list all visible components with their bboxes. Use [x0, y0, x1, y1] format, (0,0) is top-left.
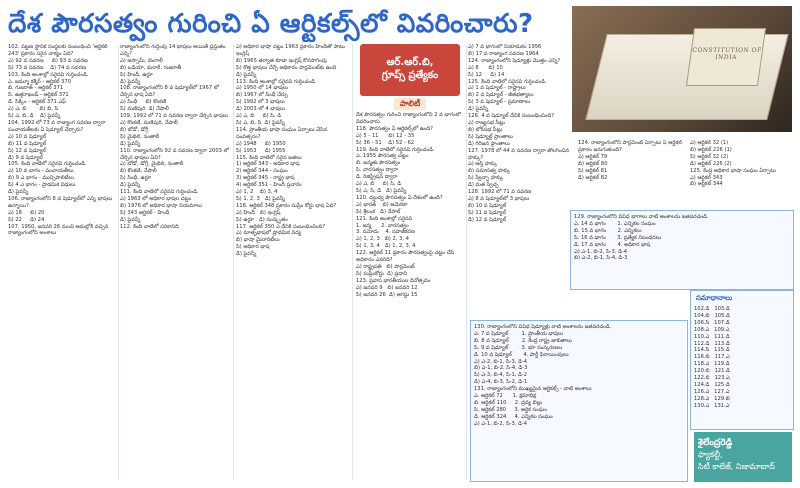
answers-list: 102.డి 103.డి 104.బి 105.డి 106.సి 107.డి 108.ఎ 109.ఎ 110.ఎ 111.డి 112.డి 113.డి 114.సి 115.డి 116.బి 117.ఎ 118.ఎ 119.డి 120.బి 121.డి 122.బి 123.ఎ 124.డి 125.డి 126.ఎ 127.ఎ 128.ఎ 129.బి 130.ఎ 131.ఎ: [694, 306, 730, 409]
questions-column-2: రాజ్యాంగంలోని గుర్తింపు 14 భాషలు అయితే ప్రస్తుతం ఎన్ని? ఎ) అస్సామీ, బెంగాలీ బి) ఒడియా, మరాఠీ, గుజరాతీ సి) హిందీ, ఉర్దూ డి) పైవన్నీ 108. రాజ్యాంగంలోని 8 వ షెడ్యూల్‌లో 1967 లో చేర్చిన భాష ఏది? ఎ) సింధీ బి) కొంకణి సి) మణిపురి డి) నేపాలీ 109. 1992 లో 71 వ సవరణ ద్వారా చేర్చిన భాషలు ఎ) కొంకణి, మణిపురి, నేపాలీ బి) బోడో, డోగ్రీ సి) మైథిలి, సంతాలీ డి) పైవన్నీ 110. రాజ్యాంగంలోని 92 వ సవరణ ద్వారా 2003 లో చేర్చిన భాషలు ఏవి? ఎ) బోడో, డోగ్రీ, మైథిలి, సంతాలీ బి) కొంకణి, నేపాలీ సి) సింధీ, ఉర్దూ డి) పైవన్నీ 111. కింది వాటిలో సరైనవి గుర్తించండి. ఎ) 1963 లో అధికార భాషల చట్టం బి) 1976 లో అధికార భాషా నియమాలు సి) 343 ఆర్టికల్ - హిందీ డి) పైవన్నీ 112. కింది వాటిలో సరికానిది: [120, 44, 229, 230]
answers-title: సమాధానాలు: [696, 294, 733, 302]
questions-column-6: 124. రాజ్యాంగంలోని పార్లమెంట్ ఏర్పాటు ఏ ఆర్టికల్ ప్రకారం జరుగుతుంది? ఎ) ఆర్టికల్ 79 బి) ఆర్టికల్ 80 సి) ఆర్టికల్ 81 డి) ఆర్టికల్ 82: [578, 140, 682, 181]
match-box-1-text: 129. రాజ్యాంగంలోని వివిధ భాగాలు వాటి అంశాలను జతపరచండి. ఎ. 14 వ భాగం 1. ఎన్నికల సంఘం బి. 15 వ భాగం 2. ఎన్నికలు సి. 16 వ భాగం 3. ప్రత్యేక నిబంధనలు డి. 17 వ భాగం 4. అధికార భాష ఎ) ఎ-1, బి-2, సి-3, డి-4 బి) ఎ-2, బి-1, సి-4, డి-3: [574, 214, 709, 262]
author-box: [694, 432, 792, 482]
author-org: సిటీ కాలేజ్, నిజామాబాద్: [698, 462, 775, 471]
questions-column-4: దేశ పౌరసత్వం గురించి రాజ్యాంగంలోని 2 వ భాగంలో వివరించారు. 118. పౌరసత్వం ఏ ఆర్టికల్స్‌లో ఉంది? ఎ) 5 - 11 బి) 12 - 35 సి) 36 - 51 డి) 52 - 62 119. కింది వాటిలో సరైనవి గుర్తించండి. ఎ. 1955 పౌరసత్వ చట్టం బి. జన్మతః పౌరసత్వం సి. వారసత్వం ద్వారా డి. రిజిస్ట్రేషన్ ద్వారా ఎ) ఎ, బి బి) సి, డి సి) ఎ, సి, డి డి) పైవన్నీ 120. ద్వంద్వ పౌరసత్వం ఏ దేశంలో ఉంది? ఎ) భారత్ బి) అమెరికా సి) శ్రీలంక డి) నేపాల్ 121. కింది అంశాల్లో సరైనవి 1. జన్మ 2. వారసత్వం 3. నమోదు 4. సహజీకరణ ఎ) 1, 2, 3 బి) 2, 3, 4 సి) 1, 3, 4 డి) 1, 2, 3, 4 122. ఆర్టికల్ 11 ప్రకారం పౌరసత్వంపై చట్టం చేసే అధికారం ఎవరిది? ఎ) రాష్ట్రపతి బి) పార్లమెంట్ సి) సుప్రీంకోర్టు డి) ప్రధాని 123. ప్రవాస భారతీయుల దినోత్సవం ఎ) జనవరి 9 బి) జనవరి 12 సి) జనవరి 26 డి) ఆగస్టు 15: [356, 112, 462, 298]
badge-subject-tag: పాలిటీ: [394, 98, 426, 110]
questions-column-5: ఎ) 7 వ భాగంలో నియామకం 1956 బి) 17 వ రాజ్యాంగ సవరణ 1964 124. రాజ్యాంగంలోని షెడ్యూళ్లు మొత్తం ఎన్ని? ఎ) 8 బి) 10 సి) 12 డి) 14 125. కింది వాటిలో సరైనవి గుర్తించండి. ఎ) 1 వ షెడ్యూల్ - రాష్ట్రాలు బి) 2 వ షెడ్యూల్ - జీతభత్యాలు సి) 3 వ షెడ్యూల్ - ప్రమాణాలు డి) పైవన్నీ 126. 4 వ షెడ్యూల్ దేనికి సంబంధించింది? ఎ) రాజ్యసభ సీట్లు బి) లోక్‌సభ సీట్లు సి) షెడ్యూల్డ్ ప్రాంతాలు డి) గిరిజన ప్రాంతాలు 127. 1978 లో 44 వ సవరణ ద్వారా తొలగించిన హక్కు? ఎ) ఆస్తి హక్కు బి) సమానత్వ హక్కు సి) స్వేచ్ఛా హక్కు డి) మత స్వేచ్ఛ 128. 1992 లో 71 వ సవరణ ఎ) 8 వ షెడ్యూల్‌లో 3 భాషలు బి) 10 వ షెడ్యూల్ సి) 11 వ షెడ్యూల్ డి) 12 వ షెడ్యూల్: [468, 44, 570, 223]
author-name: శైలేంద్రరెడ్డి: [698, 438, 733, 448]
page-headline: దేశ పౌరసత్వం గురించి ఏ ఆర్టికల్స్‌లో వివరించారు?: [8, 9, 534, 39]
badge-line-1: ఆర్.ఆర్.బి,: [386, 57, 434, 68]
questions-column-1: 102. పట్టణ స్థానిక సంస్థలకు సంబంధించి 'ఆర్టికల్ 243' ప్రకారం సరైన వాక్యం ఏది? ఎ) 92 వ సవరణ బి) 93 వ సవరణ సి) 73 వ సవరణ డి) 74 వ సవరణ 103. కింది అంశాల్లో సరైనవి గుర్తించండి. ఎ. జమ్మూ కశ్మీర్ - ఆర్టికల్ 370 బి. గుజరాత్ - ఆర్టికల్ 371 సి. ఉత్తరాఖండ్ - ఆర్టికల్ 371 డి. సిక్కిం - ఆర్టికల్ 371 ఎఫ్ ఎ) ఎ, బి బి) బి, సి సి) ఎ, బి, డి డి) పైవన్నీ 104. 1992 లో 73 వ రాజ్యాంగ సవరణ ద్వారా పంచాయతీలకు ఏ షెడ్యూల్ చేర్చారు? ఎ) 10 వ షెడ్యూల్ బి) 11 వ షెడ్యూల్ సి) 12 వ షెడ్యూల్ డి) 9 వ షెడ్యూల్ 105. కింది వాటిలో సరైనవి గుర్తించండి. ఎ) 10 వ భాగం - పంచాయతీలు బి) 9 ఎ భాగం - మున్సిపాలిటీలు సి) 4 ఎ భాగం - ప్రాథమిక విధులు డి) పైవన్నీ 106. రాజ్యాంగంలోని 8 వ షెడ్యూల్‌లో ఎన్ని భాషలు ఉన్నాయి? ఎ) 18 బి) 20 సి) 22 డి) 24 107. 1950, జనవరి 26 నుంచి అమల్లోకి వచ్చిన రాజ్యాంగంలోని అంశాలు: [8, 44, 113, 237]
constitution-book-photo: [572, 6, 792, 132]
match-box-2-text: 130. రాజ్యాంగంలోని వివిధ షెడ్యూళ్లు వాటి అంశాలను జతపరచండి. ఎ. 7 వ షెడ్యూల్ 1. ప్రాంతీయ భాషలు బి. 8 వ షెడ్యూల్ 2. కేంద్ర రాష్ట్ర జాబితాలు సి. 9 వ షెడ్యూల్ 3. భూ సంస్కరణలు డి. 10 వ షెడ్యూల్ 4. పార్టీ ఫిరాయింపులు ఎ) ఎ-2, బి-1, సి-3, డి-4 బి) ఎ-1, బి-2, సి-4, డి-3 సి) ఎ-3, బి-4, సి-1, డి-2 డి) ఎ-4, బి-3, సి-2, డి-1 131. రాజ్యాంగంలోని ముఖ్యమైన ఆర్టికల్స్ - వాటి అంశాలు ఎ. ఆర్టికల్ 72 1. క్షమాభిక్ష బి. ఆర్టికల్ 110 2. ద్రవ్య బిల్లు సి. ఆర్టికల్ 280 3. ఆర్థిక సంఘం డి. ఆర్టికల్ 324 4. ఎన్నికల సంఘం ఎ) ఎ-1, బి-2, సి-3, డి-4: [474, 324, 612, 427]
book-cover-title: CONSTITUTION OF INDIA: [691, 47, 763, 61]
questions-column-3: ఎ) అధికార భాషా చట్టం 1963 ప్రకారం హిందీతో పాటు ఇంగ్లిష్ బి) 1965 తర్వాత కూడా ఇంగ్లిష్ కొనసాగింపు సి) కొత్త భాషలు చేర్చే అధికారం పార్లమెంట్‌కు ఉంది డి) పైవన్నీ 113. కింది అంశాల్లో సరైనవి గుర్తించండి. ఎ) 1950 లో 14 భాషలు బి) 1967 లో సింధీ చేర్పు సి) 1992 లో 3 భాషలు డి) 2003 లో 4 భాషలు ఎ) ఎ, బి బి) సి, డి సి) ఎ, బి, సి డి) పైవన్నీ 114. ప్రాంతీయ భాషా సంఘం ఏర్పాటు చేసిన సంవత్సరం? ఎ) 1948 బి) 1950 సి) 1953 డి) 1955 115. కింది వాటిలో సరైన జతలు 1) ఆర్టికల్ 343 - అధికార భాష 2) ఆర్టికల్ 344 - సంఘం 3) ఆర్టికల్ 345 - రాష్ట్ర భాష 4) ఆర్టికల్ 351 - హిందీ ప్రచారం ఎ) 1, 2 బి) 3, 4 సి) 1, 2, 3 డి) పైవన్నీ 116. ఆర్టికల్ 348 ప్రకారం సుప్రీం కోర్టు భాష ఏది? ఎ) హిందీ బి) ఇంగ్లిష్ సి) ఉర్దూ డి) సంస్కృతం 117. ఆర్టికల్ 350 ఎ దేనికి సంబంధించింది? ఎ) మాతృభాషలో ప్రాథమిక విద్య బి) భాషా మైనారిటీలు సి) అధికార భాష డి) పైవన్నీ: [236, 44, 345, 258]
questions-column-7: ఎ) ఆర్టికల్ 32 (1) బి) ఆర్టికల్ 226 (1) సి) ఆర్టికల్ 32 (2) డి) ఆర్టికల్ 226 (2) 125. కేంద్ర అధికార భాషా సంఘం ఏర్పాటు ఎ) ఆర్టికల్ 343 బి) ఆర్టికల్ 344: [690, 140, 776, 188]
section-badge: [360, 44, 460, 108]
author-role: ఫ్యాకల్టీ,: [698, 450, 723, 459]
badge-line-2: గ్రూప్స్ ప్రత్యేకం: [381, 70, 439, 81]
